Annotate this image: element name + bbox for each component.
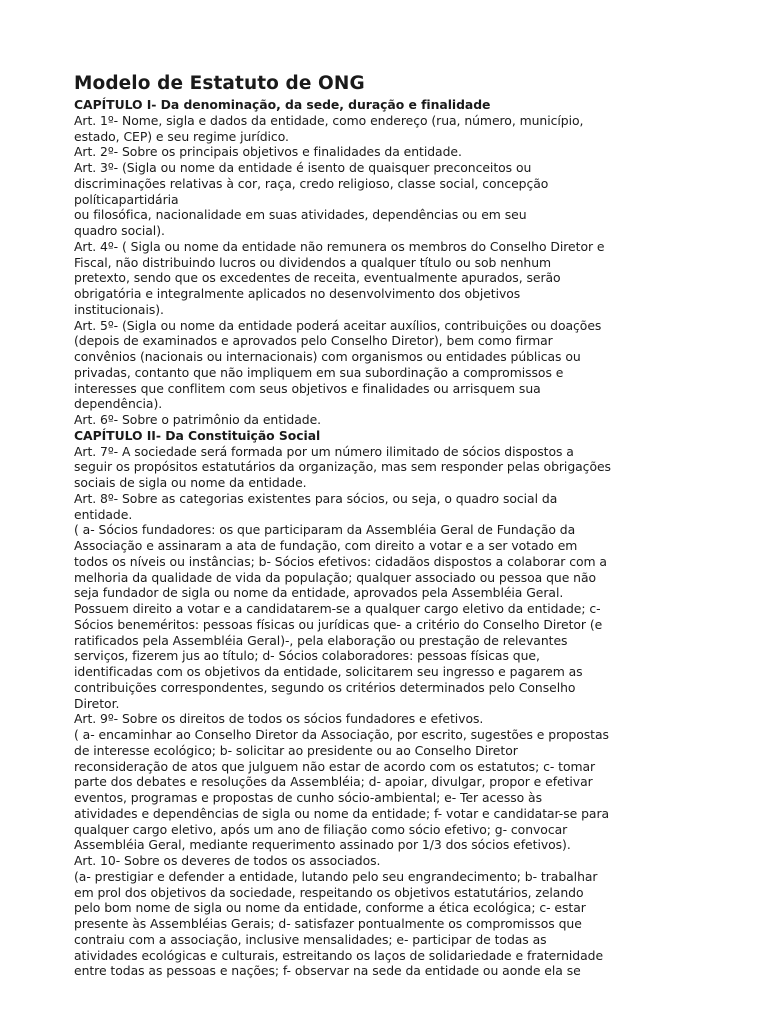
document-page <box>74 72 654 979</box>
text-line: Art. 1º- Nome, sigla e dados da entidade, como endereço (rua, número, município, <box>74 112 584 128</box>
text-line: Art. 2º- Sobre os principais objetivos e finalidades da entidade. <box>74 144 462 160</box>
text-line: Fiscal, não distribuindo lucros ou dividendos a qualquer título ou sob nenhum <box>74 254 552 270</box>
text-line: atividades ecológicas e culturais, estreitando os laços de solidariedade e fraternidade <box>74 947 604 963</box>
text-line: quadro social). <box>74 223 165 238</box>
text-line: dependência). <box>74 396 163 412</box>
text-line: de interesse ecológico; b- solicitar ao presidente ou ao Conselho Diretor <box>74 742 518 758</box>
text-line: Possuem direito a votar e a candidatarem-se a qualquer cargo eletivo da entidade; c- <box>74 601 601 616</box>
text-line: serviços, fizerem jus ao título; d- Sócios colaboradores: pessoas físicas que, <box>74 648 540 664</box>
text-line: entidade. <box>74 506 133 522</box>
text-line: Sócios beneméritos: pessoas físicas ou jurídicas que- a critério do Conselho Diretor (e <box>74 616 603 632</box>
text-line: pretexto, sendo que os excedentes de receita, eventualmente apurados, serão <box>74 270 561 286</box>
text-line: Art. 10- Sobre os deveres de todos os associados. <box>74 853 381 868</box>
chapter-heading: CAPÍTULO I- Da denominação, da sede, duração e finalidade <box>74 97 491 112</box>
text-line: políticapartidária <box>74 191 179 207</box>
text-line: contraiu com a associação, inclusive mensalidades; e- participar de todas as <box>74 931 547 947</box>
text-line: parte dos debates e resoluções da Assembléia; d- apoiar, divulgar, propor e efetivar <box>74 774 593 790</box>
text-line: Art. 6º- Sobre o patrimônio da entidade. <box>74 412 322 427</box>
text-line: eventos, programas e propostas de cunho sócio-ambiental; e- Ter acesso às <box>74 790 543 805</box>
text-line: Art. 8º- Sobre as categorias existentes para sócios, ou seja, o quadro social da <box>74 490 558 506</box>
text-line: atividades e dependências de sigla ou nome da entidade; f- votar e candidatar-se para <box>74 805 610 821</box>
text-line: Art. 7º- A sociedade será formada por um número ilimitado de sócios dispostos a <box>74 443 574 459</box>
text-line: institucionais). <box>74 301 164 317</box>
text-line: seja fundador de sigla ou nome da entidade, aprovados pela Assembléia Geral. <box>74 585 564 601</box>
text-line: Diretor. <box>74 695 120 711</box>
text-line: Assembléia Geral, mediante requerimento assinado por 1/3 dos sócios efetivos). <box>74 837 571 853</box>
text-line: convênios (nacionais ou internacionais) com organismos ou entidades públicas ou <box>74 349 581 364</box>
text-line: estado, CEP) e seu regime jurídico. <box>74 128 289 144</box>
text-line: entre todas as pessoas e nações; f- observar na sede da entidade ou aonde ela se <box>74 963 581 979</box>
text-line: Art. 3º- (Sigla ou nome da entidade é isento de quaisquer preconceitos ou <box>74 160 532 175</box>
text-line: pelo bom nome de sigla ou nome da entidade, conforme a ética ecológica; c- estar <box>74 900 586 916</box>
text-line: (depois de examinados e aprovados pelo Conselho Diretor), bem como firmar <box>74 333 553 349</box>
text-line: interesses que conflitem com seus objetivos e finalidades ou arrisquem sua <box>74 380 541 396</box>
text-line: Art. 9º- Sobre os direitos de todos os sócios fundadores e efetivos. <box>74 711 484 727</box>
text-line: ( a- encaminhar ao Conselho Diretor da Associação, por escrito, sugestões e propostas <box>74 727 609 742</box>
text-line: discriminações relativas à cor, raça, credo religioso, classe social, concepção <box>74 175 549 191</box>
text-line: melhoria da qualidade de vida da população; qualquer associado ou pessoa que não <box>74 569 597 585</box>
text-line: reconsideração de atos que julguem não estar de acordo com os estatutos; c- tomar <box>74 758 596 774</box>
text-line: ratificados pela Assembléia Geral)-, pela elaboração ou prestação de relevantes <box>74 632 568 648</box>
text-line: em prol dos objetivos da sociedade, respeitando os objetivos estatutários, zelando <box>74 884 584 900</box>
text-line: privadas, contanto que não impliquem em sua subordinação a compromissos e <box>74 364 564 380</box>
document-title: Modelo de Estatuto de ONG <box>74 73 365 94</box>
chapter-heading: CAPÍTULO II- Da Constituição Social <box>74 427 321 443</box>
text-line: contribuições correspondentes, segundo os critérios determinados pelo Conselho <box>74 679 576 695</box>
text-line: sociais de sigla ou nome da entidade. <box>74 475 307 490</box>
text-line: seguir os propósitos estatutários da organização, mas sem responder pelas obrigações <box>74 459 611 475</box>
text-line: todos os níveis ou instâncias; b- Sócios efetivos: cidadãos dispostos a colaborar com a <box>74 553 607 569</box>
document-body <box>74 97 654 979</box>
text-line: (a- prestigiar e defender a entidade, lutando pelo seu engrandecimento; b- trabalhar <box>74 868 598 884</box>
text-line: identificadas com os objetivos da entidade, solicitarem seu ingresso e pagarem as <box>74 664 583 679</box>
text-line: ou filosófica, nacionalidade em suas atividades, dependências ou em seu <box>74 207 527 223</box>
text-line: Art. 4º- ( Sigla ou nome da entidade não remunera os membros do Conselho Diretor e <box>74 238 605 254</box>
text-line: Art. 5º- (Sigla ou nome da entidade poderá aceitar auxílios, contribuições ou doações <box>74 317 602 333</box>
text-line: obrigatória e integralmente aplicados no desenvolvimento dos objetivos <box>74 286 521 301</box>
text-line: presente às Assembléias Gerais; d- satisfazer pontualmente os compromissos que <box>74 916 582 931</box>
text-line: qualquer cargo eletivo, após um ano de filiação como sócio efetivo; g- convocar <box>74 821 568 837</box>
text-line: Associação e assinaram a ata de fundação, com direito a votar e a ser votado em <box>74 538 578 553</box>
text-line: ( a- Sócios fundadores: os que participaram da Assembléia Geral de Fundação da <box>74 522 576 538</box>
